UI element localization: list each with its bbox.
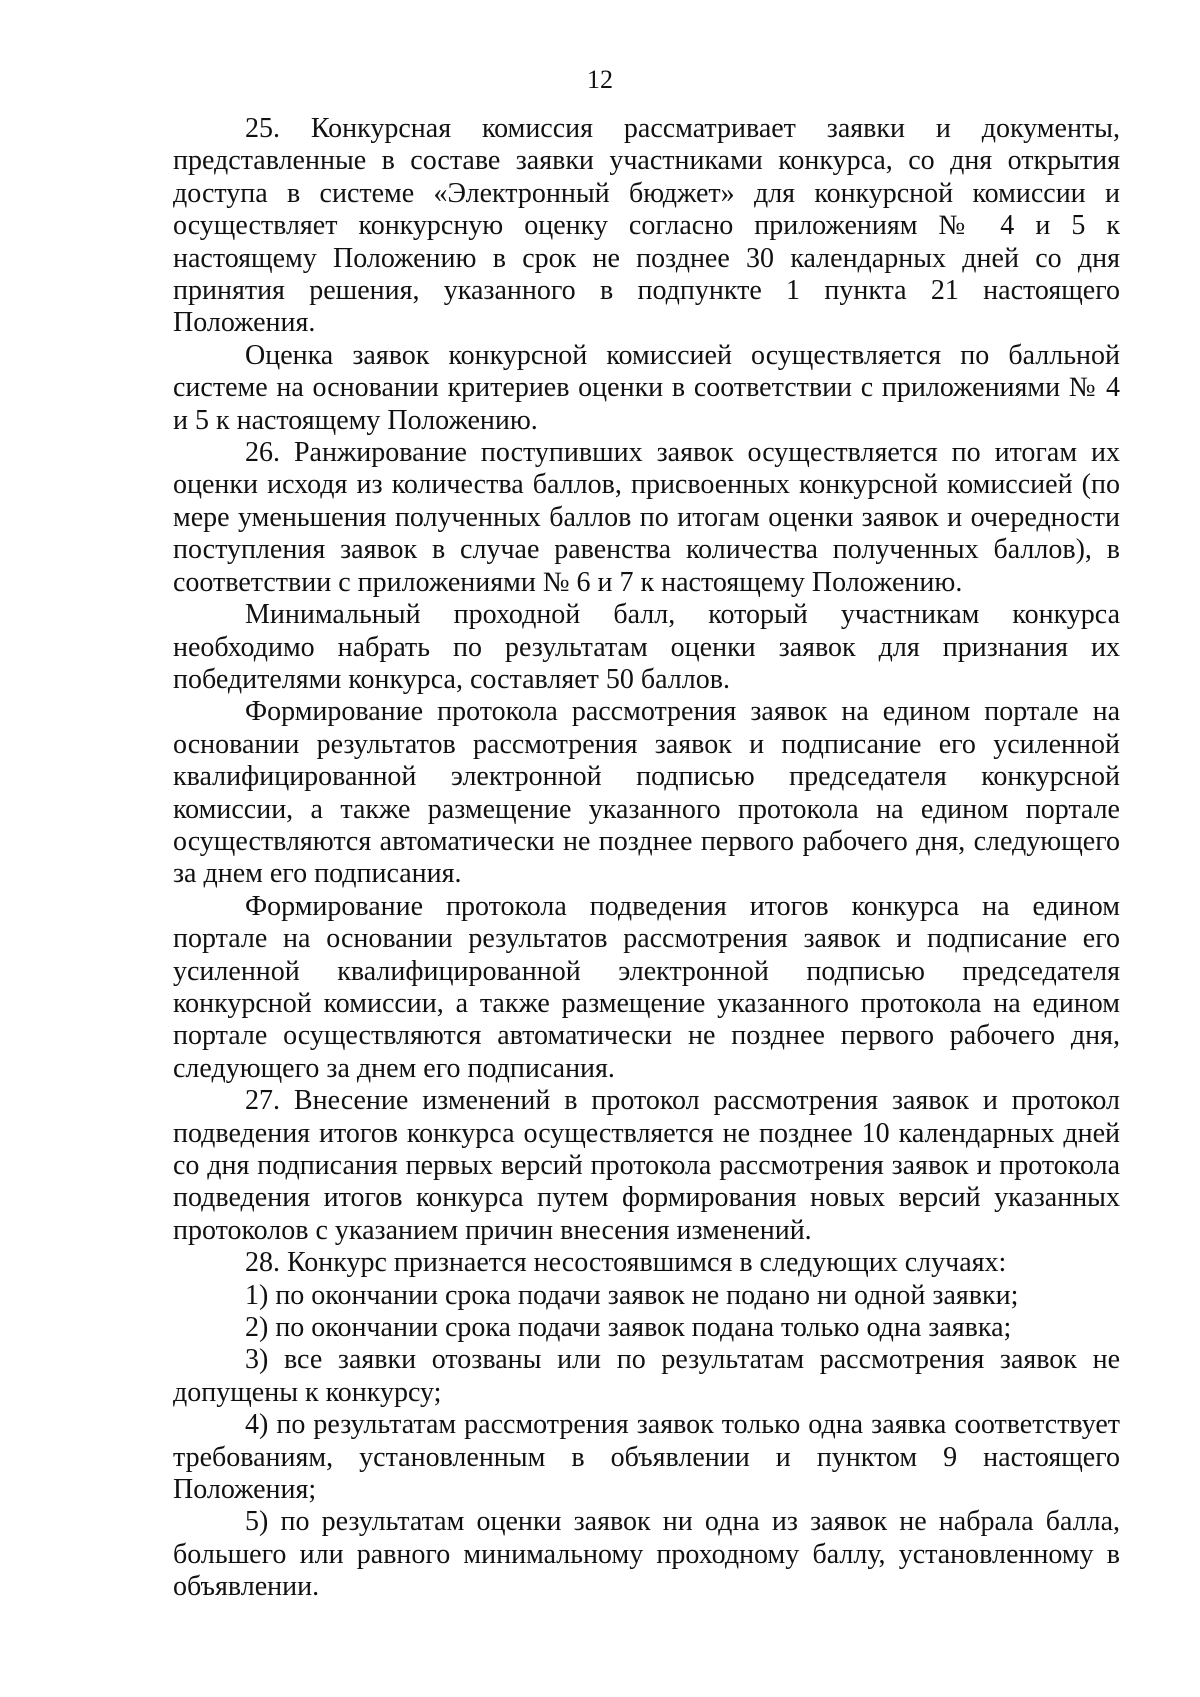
paragraph-26-minimum-score: Минимальный проходной балл, который участникам конкурса необходимо набрать по результатам оценки заявок для признания их победителями конкурса, составляет 50 баллов.	[173, 599, 1120, 695]
paragraph-28-item-4: 4) по результатам рассмотрения заявок только одна заявка соответствует требованиям, установленным в объявлении и пунктом 9 настоящего Положения;	[173, 1409, 1120, 1506]
page-number: 12	[587, 65, 613, 94]
paragraph-26: 26. Ранжирование поступивших заявок осуществляется по итогам их оценки исходя из количества баллов, присвоенных конкурсной комиссией (по мере уменьшения полученных баллов по итогам оценки заявок и очередности поступления заявок в случае равенства количества полученных баллов), в соответствии с приложениями № 6 и 7 к настоящему Положению.	[173, 437, 1120, 598]
document-body	[173, 113, 1120, 1604]
paragraph-27: 27. Внесение изменений в протокол рассмотрения заявок и протокол подведения итогов конкурса осуществляется не позднее 10 календарных дней со дня подписания первых версий протокола рассмотрения заявок и протокола подведения итогов конкурса путем формирования новых версий указанных протоколов с указанием причин внесения изменений.	[173, 1085, 1120, 1246]
paragraph-25: 25. Конкурсная комиссия рассматривает заявки и документы, представленные в составе заявки участниками конкурса, со дня открытия доступа в системе «Электронный бюджет» для конкурсной комиссии и осуществляет конкурсную оценку согласно приложениям № 4 и 5 к настоящему Положению в срок не позднее 30 календарных дней со дня принятия решения, указанного в подпункте 1 пункта 21 настоящего Положения.	[173, 113, 1120, 339]
paragraph-25-scoring: Оценка заявок конкурсной комиссией осуществляется по балльной системе на основании критериев оценки в соответствии с приложениями № 4 и 5 к настоящему Положению.	[173, 339, 1120, 436]
paragraph-28-item-3: 3) все заявки отозваны или по результатам рассмотрения заявок не допущены к конкурсу;	[173, 1344, 1120, 1408]
paragraph-28-item-5: 5) по результатам оценки заявок ни одна из заявок не набрала балла, большего или равного минимальному проходному баллу, установленному в объявлении.	[173, 1506, 1120, 1603]
paragraph-28: 28. Конкурс признается несостоявшимся в следующих случаях:	[245, 1247, 1007, 1279]
paragraph-26-results-protocol: Формирование протокола подведения итогов конкурса на едином портале на основании результатов рассмотрения заявок и подписание его усиленной квалифицированной электронной подписью председателя конкурсной комиссии, а также размещение указанного протокола на едином портале осуществляются автоматически не позднее первого рабочего дня, следующего за днем его подписания.	[173, 890, 1120, 1084]
paragraph-26-review-protocol: Формирование протокола рассмотрения заявок на едином портале на основании результатов рассмотрения заявок и подписание его усиленной квалифицированной электронной подписью председателя конкурсной комиссии, а также размещение указанного протокола на едином портале осуществляются автоматически не позднее первого рабочего дня, следующего за днем его подписания.	[173, 696, 1120, 890]
paragraph-28-item-1: 1) по окончании срока подачи заявок не подано ни одной заявки;	[245, 1279, 1019, 1311]
paragraph-28-item-2: 2) по окончании срока подачи заявок подана только одна заявка;	[245, 1312, 1012, 1344]
